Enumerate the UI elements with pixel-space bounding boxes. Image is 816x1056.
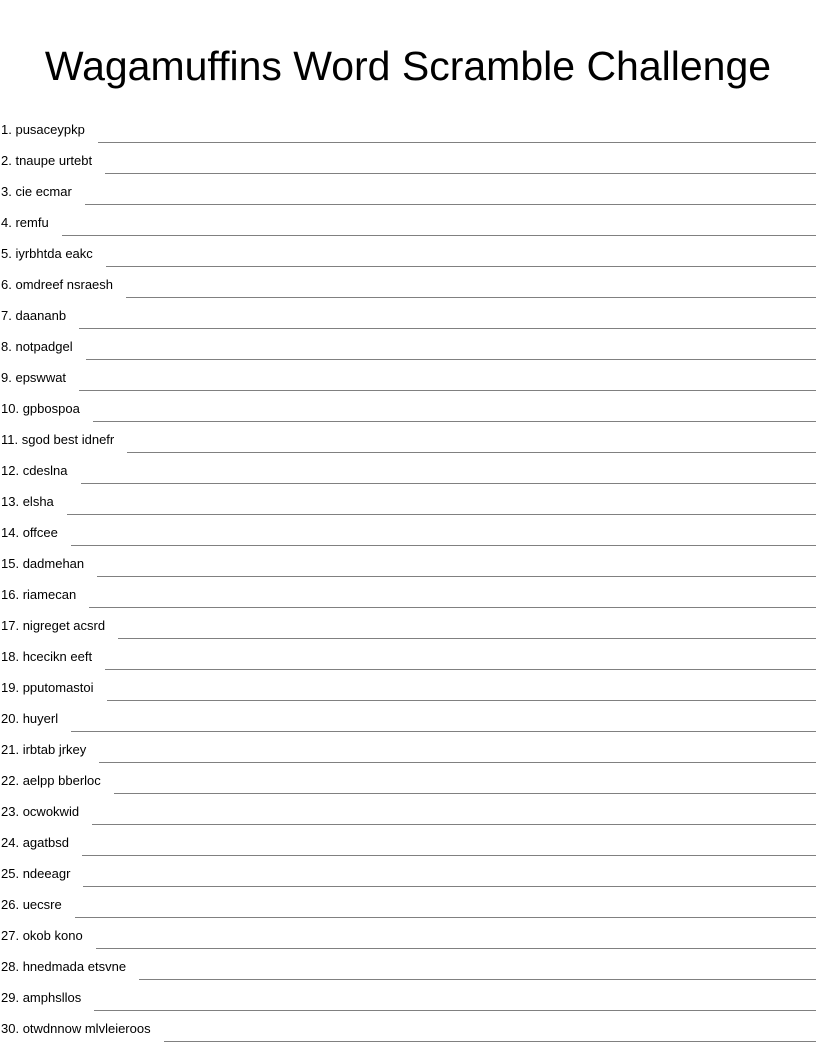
scrambled-word-clue	[0, 804, 79, 819]
scrambled-word-clue	[0, 587, 76, 602]
answer-line[interactable]	[75, 916, 816, 918]
answer-line[interactable]	[118, 637, 816, 639]
item-number: 1 .	[1, 122, 15, 137]
scrambled-word-clue	[0, 556, 84, 571]
item-number: 23 .	[1, 804, 23, 819]
scrambled-word-clue	[0, 990, 81, 1005]
answer-line[interactable]	[96, 947, 816, 949]
answer-line[interactable]	[105, 668, 816, 670]
scrambled-word: pusaceypkp	[15, 122, 85, 137]
scrambled-word-clue	[0, 463, 68, 478]
scrambled-word: hnedmada etsvne	[22, 959, 127, 974]
answer-line[interactable]	[71, 730, 816, 732]
item-number: 17 .	[1, 618, 23, 633]
item-number: 7 .	[1, 308, 15, 323]
item-number: 25 .	[1, 866, 23, 881]
scrambled-word-clue	[0, 277, 113, 292]
scrambled-word: offcee	[22, 525, 58, 540]
scrambled-word-clue	[0, 742, 86, 757]
scrambled-word-clue	[0, 1021, 151, 1036]
answer-line[interactable]	[86, 358, 816, 360]
scrambled-word: uecsre	[22, 897, 62, 912]
scrambled-word: cdeslna	[22, 463, 68, 478]
scrambled-word-clue	[0, 928, 83, 943]
item-number: 22 .	[1, 773, 23, 788]
scrambled-word: riamecan	[22, 587, 77, 602]
scrambled-word: sgod best idnefr	[21, 432, 115, 447]
answer-line[interactable]	[126, 296, 816, 298]
scrambled-word-clue	[0, 711, 58, 726]
scrambled-word: cie ecmar	[15, 184, 72, 199]
scrambled-word: amphsllos	[22, 990, 82, 1005]
answer-line[interactable]	[79, 327, 816, 329]
scrambled-word-clue	[0, 835, 69, 850]
scrambled-word-clue	[0, 897, 62, 912]
scrambled-word-clue	[0, 432, 114, 447]
scrambled-word: otwdnnow mlvleieroos	[22, 1021, 151, 1036]
item-number: 11 .	[1, 432, 22, 447]
scrambled-word-clue	[0, 308, 66, 323]
scrambled-word: okob kono	[22, 928, 83, 943]
answer-line[interactable]	[85, 203, 816, 205]
item-number: 14 .	[1, 525, 23, 540]
scrambled-word: pputomastoi	[22, 680, 94, 695]
scrambled-word-clue	[0, 153, 92, 168]
item-number: 6 .	[1, 277, 15, 292]
item-number: 9 .	[1, 370, 15, 385]
scrambled-word-clue	[0, 339, 73, 354]
scrambled-word: iyrbhtda eakc	[15, 246, 93, 261]
scrambled-word: aelpp bberloc	[22, 773, 101, 788]
scrambled-word-clue	[0, 959, 126, 974]
item-number: 8 .	[1, 339, 15, 354]
answer-line[interactable]	[71, 544, 816, 546]
scrambled-word-clue	[0, 215, 49, 230]
answer-line[interactable]	[97, 575, 816, 577]
scrambled-word-clue	[0, 246, 93, 261]
item-number: 19 .	[1, 680, 23, 695]
word-list	[0, 106, 816, 1036]
item-number: 26 .	[1, 897, 23, 912]
scrambled-word: agatbsd	[22, 835, 69, 850]
scrambled-word-clue	[0, 618, 105, 633]
item-number: 30 .	[1, 1021, 23, 1036]
page-title: Wagamuffins Word Scramble Challenge	[44, 43, 772, 89]
answer-line[interactable]	[83, 885, 816, 887]
scrambled-word: dadmehan	[22, 556, 85, 571]
list-item	[0, 106, 816, 137]
item-number: 21 .	[1, 742, 23, 757]
scrambled-word: irbtab jrkey	[22, 742, 87, 757]
answer-line[interactable]	[107, 699, 816, 701]
answer-line[interactable]	[127, 451, 816, 453]
item-number: 3 .	[1, 184, 15, 199]
scrambled-word: ndeeagr	[22, 866, 71, 881]
scrambled-word: epswwat	[15, 370, 67, 385]
scrambled-word-clue	[0, 370, 66, 385]
scrambled-word-clue	[0, 866, 70, 881]
scrambled-word-clue	[0, 680, 94, 695]
scrambled-word: daananb	[15, 308, 67, 323]
scrambled-word-clue	[0, 401, 80, 416]
item-number: 2 .	[1, 153, 15, 168]
item-number: 18 .	[1, 649, 23, 664]
scrambled-word-clue	[0, 649, 92, 664]
answer-line[interactable]	[99, 761, 816, 763]
answer-line[interactable]	[81, 482, 816, 484]
item-number: 13 .	[1, 494, 23, 509]
answer-line[interactable]	[79, 389, 816, 391]
answer-line[interactable]	[114, 792, 816, 794]
scrambled-word: remfu	[15, 215, 49, 230]
scrambled-word: huyerl	[22, 711, 59, 726]
answer-line[interactable]	[67, 513, 816, 515]
item-number: 4 .	[1, 215, 15, 230]
scrambled-word-clue	[0, 773, 101, 788]
item-number: 28 .	[1, 959, 23, 974]
answer-line[interactable]	[94, 1009, 816, 1011]
scrambled-word-clue	[0, 494, 54, 509]
item-number: 12 .	[1, 463, 23, 478]
scrambled-word: tnaupe urtebt	[15, 153, 93, 168]
scrambled-word: ocwokwid	[22, 804, 80, 819]
item-number: 24 .	[1, 835, 23, 850]
scrambled-word: omdreef nsraesh	[15, 277, 114, 292]
scrambled-word-clue	[0, 525, 58, 540]
item-number: 16 .	[1, 587, 23, 602]
answer-line[interactable]	[105, 172, 816, 174]
item-number: 5 .	[1, 246, 15, 261]
item-number: 20 .	[1, 711, 23, 726]
answer-line[interactable]	[93, 420, 816, 422]
scrambled-word: hcecikn eeft	[22, 649, 93, 664]
answer-line[interactable]	[62, 234, 816, 236]
scrambled-word: notpadgel	[15, 339, 73, 354]
answer-line[interactable]	[82, 854, 816, 856]
answer-line[interactable]	[106, 265, 816, 267]
scrambled-word: gpbospoa	[22, 401, 80, 416]
scrambled-word: nigreget acsrd	[22, 618, 106, 633]
answer-line[interactable]	[92, 823, 816, 825]
answer-line[interactable]	[164, 1040, 816, 1042]
answer-line[interactable]	[139, 978, 816, 980]
answer-line[interactable]	[98, 141, 816, 143]
scrambled-word-clue	[0, 122, 85, 137]
scrambled-word-clue	[0, 184, 72, 199]
item-number: 27 .	[1, 928, 23, 943]
item-number: 15 .	[1, 556, 23, 571]
item-number: 29 .	[1, 990, 23, 1005]
item-number: 10 .	[1, 401, 23, 416]
scrambled-word: elsha	[22, 494, 54, 509]
answer-line[interactable]	[89, 606, 816, 608]
